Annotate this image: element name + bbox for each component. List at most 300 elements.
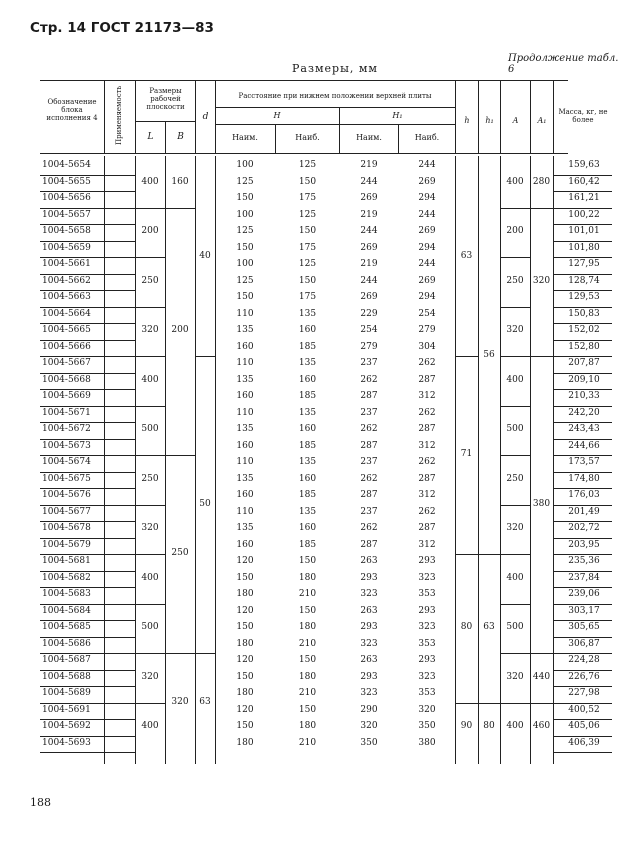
mass-cell: 239,06 bbox=[568, 589, 600, 599]
merged-d-cell: 40 bbox=[199, 251, 211, 261]
designation-cell: 1004-5678 bbox=[42, 523, 91, 533]
mass-cell: 242,20 bbox=[568, 407, 600, 418]
designation-cell: 1004-5677 bbox=[42, 506, 91, 517]
mass-cell: 127,95 bbox=[568, 259, 600, 269]
mass-row-rule bbox=[553, 604, 612, 605]
h1min-cell: 269 bbox=[360, 242, 378, 253]
merged-A1-cell: 320 bbox=[532, 275, 551, 286]
hmin-cell: 150 bbox=[236, 242, 254, 253]
row-rule bbox=[40, 340, 135, 341]
merged-L-rule bbox=[135, 604, 165, 605]
h1max-cell: 269 bbox=[418, 226, 436, 236]
mass-cell: 129,53 bbox=[568, 292, 600, 302]
hmin-cell: 160 bbox=[236, 490, 254, 500]
designation-cell: 1004-5692 bbox=[42, 721, 91, 731]
mass-cell: 400,52 bbox=[568, 704, 600, 715]
row-rule bbox=[40, 373, 135, 374]
merged-A1-rule bbox=[530, 703, 553, 704]
merged-A-cell: 250 bbox=[506, 275, 524, 286]
mass-row-rule bbox=[553, 323, 612, 324]
h1min-cell: 263 bbox=[360, 556, 378, 566]
hmin-cell: 110 bbox=[236, 308, 254, 319]
mass-cell: 303,17 bbox=[568, 605, 600, 616]
row-rule bbox=[40, 620, 135, 621]
row-rule bbox=[40, 175, 135, 176]
h1max-cell: 262 bbox=[418, 407, 436, 418]
header-bottom-rule bbox=[40, 153, 568, 154]
designation-cell: 1004-5679 bbox=[42, 539, 91, 550]
merged-B-cell: 160 bbox=[171, 176, 189, 187]
merged-L-cell: 400 bbox=[141, 721, 159, 732]
mass-row-rule bbox=[553, 191, 612, 192]
hmin-cell: 135 bbox=[236, 424, 254, 434]
designation-cell: 1004-5685 bbox=[42, 622, 91, 632]
merged-L-cell: 500 bbox=[141, 424, 159, 435]
mass-row-rule bbox=[553, 175, 612, 176]
merged-L-rule bbox=[135, 208, 165, 209]
merged-h-rule bbox=[455, 356, 478, 357]
designation-cell: 1004-5674 bbox=[42, 457, 91, 467]
hmax-cell: 185 bbox=[298, 539, 317, 550]
h1min-cell: 293 bbox=[360, 671, 378, 682]
designation-cell: 1004-5664 bbox=[42, 308, 91, 319]
row-rule bbox=[40, 670, 135, 671]
hmin-cell: 120 bbox=[236, 605, 254, 616]
hmax-cell: 160 bbox=[298, 424, 317, 434]
merged-A-cell: 320 bbox=[506, 325, 524, 336]
merged-d-cell: 50 bbox=[199, 498, 211, 509]
merged-d-rule bbox=[195, 653, 215, 654]
designation-cell: 1004-5676 bbox=[42, 490, 91, 500]
h1min-cell: 279 bbox=[360, 341, 378, 352]
mass-row-rule bbox=[553, 455, 612, 456]
designation-cell: 1004-5691 bbox=[42, 704, 91, 715]
h1max-cell: 312 bbox=[418, 539, 436, 550]
mass-row-rule bbox=[553, 241, 612, 242]
merged-A-rule bbox=[500, 604, 530, 605]
merged-A-cell: 200 bbox=[506, 226, 524, 237]
row-rule bbox=[40, 604, 135, 605]
h1max-cell: 287 bbox=[418, 523, 436, 533]
table-top-rule bbox=[40, 80, 568, 81]
merged-L-cell: 500 bbox=[141, 622, 159, 633]
mass-row-rule bbox=[553, 356, 612, 357]
h1max-cell: 293 bbox=[418, 655, 436, 665]
row-rule bbox=[40, 488, 135, 489]
h1max-cell: 323 bbox=[418, 622, 436, 632]
designation-cell: 1004-5663 bbox=[42, 292, 91, 302]
hmin-cell: 150 bbox=[236, 671, 254, 682]
mass-cell: 244,66 bbox=[568, 440, 600, 451]
merged-A1-cell: 460 bbox=[532, 721, 551, 732]
body-vline-c bbox=[165, 156, 166, 764]
hmin-cell: 125 bbox=[236, 226, 254, 236]
row-rule bbox=[40, 455, 135, 456]
h1max-cell: 294 bbox=[418, 292, 436, 302]
hmin-cell: 180 bbox=[236, 638, 254, 649]
mass-row-rule bbox=[553, 752, 612, 753]
mass-cell: 406,39 bbox=[568, 737, 600, 748]
merged-L-rule bbox=[135, 356, 165, 357]
merged-A-rule bbox=[500, 505, 530, 506]
mass-row-rule bbox=[553, 439, 612, 440]
merged-L-rule bbox=[135, 257, 165, 258]
designation-cell: 1004-5656 bbox=[42, 193, 91, 203]
merged-A-rule bbox=[500, 356, 530, 357]
hmax-cell: 180 bbox=[298, 572, 317, 583]
h1max-cell: 262 bbox=[418, 358, 436, 368]
designation-cell: 1004-5658 bbox=[42, 226, 91, 236]
col-A: A bbox=[512, 116, 519, 125]
h1min-cell: 263 bbox=[360, 605, 378, 616]
h1max-cell: 287 bbox=[418, 473, 436, 484]
hmin-cell: 160 bbox=[236, 539, 254, 550]
merged-A1-rule bbox=[530, 208, 553, 209]
h1min-cell: 219 bbox=[360, 209, 378, 220]
mass-row-rule bbox=[553, 472, 612, 473]
h1max-cell: 353 bbox=[418, 589, 436, 599]
hmin-cell: 180 bbox=[236, 589, 254, 599]
merged-B-rule bbox=[165, 653, 195, 654]
h1max-cell: 293 bbox=[418, 605, 436, 616]
mass-cell: 152,80 bbox=[568, 341, 600, 352]
col-designation: Обозначение блока исполнения 4 bbox=[46, 98, 98, 122]
designation-cell: 1004-5657 bbox=[42, 209, 91, 220]
designation-cell: 1004-5654 bbox=[42, 160, 91, 170]
hmin-cell: 150 bbox=[236, 622, 254, 632]
hmin-cell: 120 bbox=[236, 655, 254, 665]
hmin-cell: 150 bbox=[236, 721, 254, 731]
h1min-cell: 287 bbox=[360, 490, 378, 500]
h1min-cell: 262 bbox=[360, 523, 378, 533]
mass-row-rule bbox=[553, 389, 612, 390]
mass-cell: 101,01 bbox=[568, 226, 600, 236]
hmin-cell: 135 bbox=[236, 523, 254, 533]
hmax-cell: 150 bbox=[298, 605, 317, 616]
mass-row-rule bbox=[553, 488, 612, 489]
h1max-cell: 323 bbox=[418, 572, 436, 583]
h1min-cell: 237 bbox=[360, 407, 378, 418]
mass-cell: 305,65 bbox=[568, 622, 600, 632]
col-h: h bbox=[464, 116, 470, 125]
col-H-max: Наиб. bbox=[295, 133, 320, 142]
col-H: H bbox=[273, 111, 281, 120]
mass-cell: 405,06 bbox=[568, 721, 600, 731]
col-distance: Расстояние при нижнем положении верхней плиты bbox=[238, 92, 432, 100]
row-rule bbox=[40, 356, 135, 357]
h1max-cell: 244 bbox=[418, 160, 436, 170]
designation-cell: 1004-5659 bbox=[42, 242, 91, 253]
mass-cell: 210,33 bbox=[568, 391, 600, 401]
h1max-cell: 269 bbox=[418, 275, 436, 286]
merged-h-cell: 71 bbox=[460, 449, 473, 459]
col-work-plane: Размеры рабочей плоскости bbox=[146, 87, 185, 111]
merged-A-rule bbox=[500, 307, 530, 308]
hmin-cell: 135 bbox=[236, 325, 254, 335]
merged-L-cell: 400 bbox=[141, 176, 159, 187]
hmin-cell: 110 bbox=[236, 457, 254, 467]
mass-row-rule bbox=[553, 290, 612, 291]
hmax-cell: 135 bbox=[298, 308, 317, 319]
h1max-cell: 293 bbox=[418, 556, 436, 566]
designation-cell: 1004-5683 bbox=[42, 589, 91, 599]
hmin-cell: 110 bbox=[236, 506, 254, 517]
merged-h1-cell: 56 bbox=[483, 350, 495, 360]
row-rule bbox=[40, 752, 135, 753]
hmax-cell: 160 bbox=[298, 374, 317, 385]
page-number: 188 bbox=[30, 796, 51, 809]
mass-cell: 150,83 bbox=[568, 308, 600, 319]
merged-L-rule bbox=[135, 703, 165, 704]
h1min-cell: 287 bbox=[360, 391, 378, 401]
merged-d-rule bbox=[195, 356, 215, 357]
hmin-cell: 110 bbox=[236, 358, 254, 368]
hmax-cell: 160 bbox=[298, 523, 317, 533]
header-sep-H bbox=[215, 107, 455, 108]
h1min-cell: 293 bbox=[360, 572, 378, 583]
mass-row-rule bbox=[553, 422, 612, 423]
hmax-cell: 185 bbox=[298, 490, 317, 500]
merged-h-rule bbox=[455, 554, 478, 555]
designation-cell: 1004-5673 bbox=[42, 440, 91, 451]
mass-row-rule bbox=[553, 554, 612, 555]
hmax-cell: 175 bbox=[298, 292, 317, 302]
h1max-cell: 304 bbox=[418, 341, 436, 352]
col-H1-max: Наиб. bbox=[414, 133, 440, 142]
col-L: L bbox=[147, 132, 154, 142]
h1min-cell: 262 bbox=[360, 424, 378, 434]
hmax-cell: 125 bbox=[298, 259, 317, 269]
merged-L-cell: 400 bbox=[141, 374, 159, 385]
hmax-cell: 135 bbox=[298, 457, 317, 467]
row-rule bbox=[40, 637, 135, 638]
header-sep-minmax bbox=[215, 124, 455, 125]
mass-row-rule bbox=[553, 521, 612, 522]
hmax-cell: 180 bbox=[298, 671, 317, 682]
h1max-cell: 312 bbox=[418, 391, 436, 401]
hmax-cell: 135 bbox=[298, 407, 317, 418]
mass-row-rule bbox=[553, 538, 612, 539]
designation-cell: 1004-5686 bbox=[42, 638, 91, 649]
mass-cell: 203,95 bbox=[568, 539, 600, 550]
row-rule bbox=[40, 406, 135, 407]
row-rule bbox=[40, 323, 135, 324]
hmax-cell: 135 bbox=[298, 358, 317, 368]
hmax-cell: 210 bbox=[298, 638, 317, 649]
hmax-cell: 185 bbox=[298, 440, 317, 451]
designation-cell: 1004-5661 bbox=[42, 259, 91, 269]
merged-A-rule bbox=[500, 653, 530, 654]
merged-A-rule bbox=[500, 257, 530, 258]
merged-L-rule bbox=[135, 653, 165, 654]
h1max-cell: 287 bbox=[418, 374, 436, 385]
h1min-cell: 237 bbox=[360, 358, 378, 368]
row-rule bbox=[40, 439, 135, 440]
h1max-cell: 380 bbox=[418, 737, 436, 748]
h1max-cell: 244 bbox=[418, 259, 436, 269]
merged-B-cell: 320 bbox=[171, 696, 189, 707]
merged-L-cell: 250 bbox=[141, 473, 159, 484]
hmax-cell: 185 bbox=[298, 391, 317, 401]
merged-A-cell: 400 bbox=[506, 721, 524, 732]
merged-L-rule bbox=[135, 455, 165, 456]
mass-row-rule bbox=[553, 637, 612, 638]
mass-row-rule bbox=[553, 736, 612, 737]
h1min-cell: 219 bbox=[360, 160, 378, 170]
merged-A-cell: 500 bbox=[506, 622, 524, 633]
hmin-cell: 150 bbox=[236, 193, 254, 203]
row-rule bbox=[40, 703, 135, 704]
hmax-cell: 125 bbox=[298, 160, 317, 170]
mass-row-rule bbox=[553, 505, 612, 506]
hmin-cell: 125 bbox=[236, 275, 254, 286]
merged-A-cell: 320 bbox=[506, 671, 524, 682]
row-rule bbox=[40, 389, 135, 390]
merged-A-cell: 400 bbox=[506, 374, 524, 385]
hmax-cell: 125 bbox=[298, 209, 317, 220]
h1min-cell: 287 bbox=[360, 440, 378, 451]
designation-cell: 1004-5665 bbox=[42, 325, 91, 335]
col-applicability: Применяемость bbox=[115, 85, 123, 145]
h1max-cell: 320 bbox=[418, 704, 436, 715]
h1min-cell: 350 bbox=[360, 737, 378, 748]
hmax-cell: 135 bbox=[298, 506, 317, 517]
mass-row-rule bbox=[553, 670, 612, 671]
merged-A-rule bbox=[500, 406, 530, 407]
h1max-cell: 244 bbox=[418, 209, 436, 220]
hmax-cell: 150 bbox=[298, 556, 317, 566]
designation-cell: 1004-5687 bbox=[42, 655, 91, 665]
merged-h1-rule bbox=[478, 554, 500, 555]
mass-cell: 152,02 bbox=[568, 325, 600, 335]
h1max-cell: 353 bbox=[418, 688, 436, 698]
merged-h-cell: 80 bbox=[460, 622, 473, 633]
h1min-cell: 323 bbox=[360, 688, 378, 698]
h1max-cell: 350 bbox=[418, 721, 436, 731]
mass-row-rule bbox=[553, 307, 612, 308]
mass-cell: 202,72 bbox=[568, 523, 600, 533]
vline-13 bbox=[553, 80, 554, 153]
mass-row-rule bbox=[553, 620, 612, 621]
hmin-cell: 160 bbox=[236, 391, 254, 401]
merged-L-cell: 320 bbox=[141, 671, 159, 682]
mass-cell: 306,87 bbox=[568, 638, 600, 649]
merged-A-rule bbox=[500, 208, 530, 209]
hmax-cell: 180 bbox=[298, 622, 317, 632]
h1max-cell: 279 bbox=[418, 325, 436, 335]
hmin-cell: 125 bbox=[236, 176, 254, 187]
h1max-cell: 287 bbox=[418, 424, 436, 434]
hmax-cell: 175 bbox=[298, 193, 317, 203]
mass-row-rule bbox=[553, 703, 612, 704]
mass-cell: 201,49 bbox=[568, 506, 600, 517]
row-rule bbox=[40, 505, 135, 506]
row-rule bbox=[40, 191, 135, 192]
mass-row-rule bbox=[553, 406, 612, 407]
row-rule bbox=[40, 587, 135, 588]
merged-L-rule bbox=[135, 505, 165, 506]
body-vline-g bbox=[478, 156, 479, 764]
designation-cell: 1004-5655 bbox=[42, 176, 91, 187]
mass-row-rule bbox=[553, 719, 612, 720]
h1min-cell: 244 bbox=[360, 176, 378, 187]
body-vline-a bbox=[104, 156, 105, 764]
row-rule bbox=[40, 274, 135, 275]
merged-B-cell: 200 bbox=[171, 325, 189, 336]
vline-1 bbox=[104, 80, 105, 153]
h1min-cell: 290 bbox=[360, 704, 378, 715]
sizes-title: Размеры, мм bbox=[292, 62, 378, 75]
h1min-cell: 244 bbox=[360, 226, 378, 236]
h1min-cell: 244 bbox=[360, 275, 378, 286]
mass-cell: 176,03 bbox=[568, 490, 600, 500]
merged-h1-rule bbox=[478, 703, 500, 704]
merged-A-cell: 400 bbox=[506, 176, 524, 187]
merged-B-rule bbox=[165, 455, 195, 456]
designation-cell: 1004-5671 bbox=[42, 407, 91, 418]
merged-h-cell: 63 bbox=[460, 251, 473, 261]
col-d: d bbox=[202, 112, 209, 122]
hmax-cell: 180 bbox=[298, 721, 317, 731]
mass-cell: 237,84 bbox=[568, 572, 600, 583]
h1min-cell: 320 bbox=[360, 721, 378, 731]
h1min-cell: 254 bbox=[360, 325, 378, 335]
mass-row-rule bbox=[553, 274, 612, 275]
row-rule bbox=[40, 290, 135, 291]
hmin-cell: 150 bbox=[236, 572, 254, 583]
h1max-cell: 323 bbox=[418, 671, 436, 682]
designation-cell: 1004-5689 bbox=[42, 688, 91, 698]
hmax-cell: 150 bbox=[298, 655, 317, 665]
merged-h1-cell: 80 bbox=[483, 721, 495, 732]
h1max-cell: 294 bbox=[418, 242, 436, 253]
h1max-cell: 294 bbox=[418, 193, 436, 203]
hmax-cell: 150 bbox=[298, 275, 317, 286]
h1min-cell: 287 bbox=[360, 539, 378, 550]
merged-A-cell: 320 bbox=[506, 523, 524, 534]
h1max-cell: 262 bbox=[418, 457, 436, 467]
hmin-cell: 110 bbox=[236, 407, 254, 418]
mass-cell: 174,80 bbox=[568, 473, 600, 484]
row-rule bbox=[40, 257, 135, 258]
h1min-cell: 293 bbox=[360, 622, 378, 632]
body-vline-d bbox=[195, 156, 196, 764]
hmin-cell: 150 bbox=[236, 292, 254, 302]
merged-h-rule bbox=[455, 703, 478, 704]
hmax-cell: 175 bbox=[298, 242, 317, 253]
row-rule bbox=[40, 472, 135, 473]
mass-row-rule bbox=[553, 587, 612, 588]
mass-cell: 128,74 bbox=[568, 275, 600, 286]
h1max-cell: 312 bbox=[418, 490, 436, 500]
hmin-cell: 160 bbox=[236, 440, 254, 451]
merged-B-rule bbox=[165, 208, 195, 209]
row-rule bbox=[40, 224, 135, 225]
merged-B-cell: 250 bbox=[171, 548, 189, 558]
h1max-cell: 353 bbox=[418, 638, 436, 649]
hmin-cell: 120 bbox=[236, 704, 254, 715]
merged-L-cell: 320 bbox=[141, 325, 159, 336]
merged-A-rule bbox=[500, 554, 530, 555]
designation-cell: 1004-5684 bbox=[42, 605, 91, 616]
mass-row-rule bbox=[553, 224, 612, 225]
designation-cell: 1004-5667 bbox=[42, 358, 91, 368]
h1min-cell: 237 bbox=[360, 457, 378, 467]
row-rule bbox=[40, 538, 135, 539]
hmax-cell: 150 bbox=[298, 704, 317, 715]
merged-A1-rule bbox=[530, 653, 553, 654]
h1min-cell: 229 bbox=[360, 308, 378, 319]
